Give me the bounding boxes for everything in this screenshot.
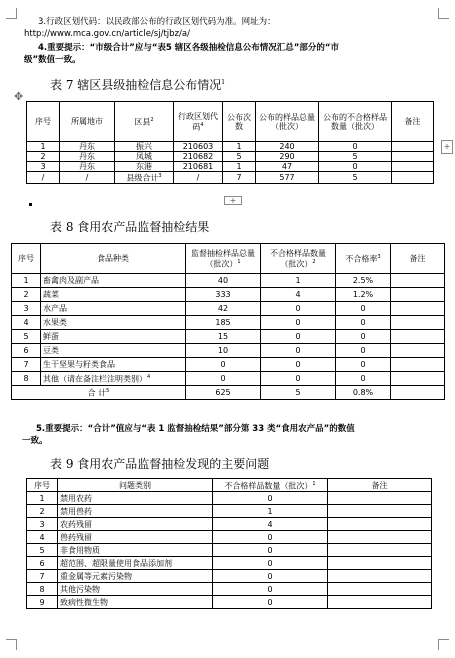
table-cell (391, 288, 445, 302)
table-cell: 240 (256, 142, 319, 152)
table7-title-sup: 1 (221, 79, 226, 86)
table-cell: 4 (12, 316, 41, 330)
table-cell (392, 152, 434, 162)
table-cell: 40 (186, 274, 261, 288)
table-cell: 非食用物质 (58, 544, 213, 557)
table7 (26, 101, 434, 184)
table-cell: 6 (12, 344, 41, 358)
table-cell: 210603 (174, 142, 223, 152)
table-row (27, 570, 432, 583)
table-cell: 8 (27, 583, 58, 596)
table7-header-cell (174, 102, 223, 142)
table-cell (328, 557, 432, 570)
table-cell: 5 (261, 386, 336, 400)
table9-header-cell: 序号 (27, 479, 58, 492)
table-cell: 农药残留 (58, 518, 213, 531)
table-cell: 1 (213, 505, 328, 518)
table7-header-text: 行政区划代码 (178, 111, 218, 132)
table-cell (328, 492, 432, 505)
note-5-line2: 一致。 (22, 436, 48, 446)
table-row (12, 274, 445, 288)
footnote-3 (24, 16, 444, 40)
table-cell: 2 (27, 152, 60, 162)
table7-header-cell: 公布的不合格样品数量（批次） (319, 102, 392, 142)
resize-handle-icon[interactable] (29, 203, 32, 206)
table8-header-cell: 备注 (391, 244, 445, 274)
table8-header-text: 监督抽检样品总量（批次） (191, 248, 255, 269)
table-cell: 210682 (174, 152, 223, 162)
table-cell: 9 (27, 596, 58, 609)
table-cell: 0 (261, 330, 336, 344)
table-cell: 0 (336, 330, 391, 344)
table-cell: 0 (213, 596, 328, 609)
table-cell (391, 386, 445, 400)
table-cell: 4 (213, 518, 328, 531)
table-cell: 5 (27, 544, 58, 557)
table7-header-sup: 2 (150, 117, 154, 124)
table8-header-cell: 食品种类 (41, 244, 186, 274)
table-cell (328, 531, 432, 544)
table-cell (391, 274, 445, 288)
table-cell: 8 (12, 372, 41, 386)
table-row (27, 152, 434, 162)
table-cell (328, 518, 432, 531)
table-cell (392, 142, 434, 152)
footnote-3-url[interactable]: http://www.mca.gov.cn/article/sj/tjbz/a/ (24, 29, 190, 39)
table8-header-text: 不合格率 (345, 254, 378, 264)
table-row (27, 505, 432, 518)
note-5-line1: 5.重要提示：“合计”值应与“表 1 监督抽检结果”部分第 33 类“食用农产品”的数值 (36, 424, 355, 434)
table-cell: 3 (27, 162, 60, 172)
table-cell: 水产品 (41, 302, 186, 316)
table-cell (328, 596, 432, 609)
table8-header-cell (186, 244, 261, 274)
table8-title: 表 8 食用农产品监督抽检结果 (50, 220, 210, 234)
table-cell: 0 (213, 531, 328, 544)
table-cell: 东港 (115, 162, 174, 172)
table-row (27, 492, 432, 505)
table-cell: 7 (12, 358, 41, 372)
table8 (11, 243, 445, 400)
table8-total-label: 合 计 (87, 388, 107, 398)
table-row (12, 372, 445, 386)
table-cell: 鲜蛋 (41, 330, 186, 344)
footnote-3-line1: 3.行政区划代码：以民政部公布的行政区划代码为准。网址为： (38, 17, 276, 27)
table-cell: 47 (256, 162, 319, 172)
table-row (27, 142, 434, 152)
table-cell: 1 (12, 274, 41, 288)
table-cell: / (174, 172, 223, 184)
table-cell: 2.5% (336, 274, 391, 288)
table-cell: 5 (319, 152, 392, 162)
table-cell (392, 162, 434, 172)
table-cell: 5 (12, 330, 41, 344)
table8-header-row (12, 244, 445, 274)
table-cell: 0.8% (336, 386, 391, 400)
table-cell: 凤城 (115, 152, 174, 162)
table-cell: 1 (261, 274, 336, 288)
table-cell: 0 (213, 583, 328, 596)
table-cell: 其他污染物 (58, 583, 213, 596)
table7-total-sup: 3 (158, 173, 162, 179)
note-4 (24, 42, 444, 66)
add-column-handle-icon[interactable]: + (441, 140, 453, 154)
table-cell: / (60, 172, 115, 184)
table8-header-sup: 1 (237, 258, 241, 265)
table8-header-cell (336, 244, 391, 274)
table-cell: 2 (27, 505, 58, 518)
table-cell: 0 (336, 344, 391, 358)
table8-other-label: 其他（请在备注栏注明类别） (43, 374, 147, 384)
note-4-line1: 4.重要提示：“市级合计”应与“表5 辖区各级抽检信息公布情况汇总”部分的“市 (38, 43, 339, 53)
table-cell: 7 (27, 570, 58, 583)
table-cell: 1 (223, 162, 256, 172)
table-cell: 0 (336, 372, 391, 386)
table-row (12, 344, 445, 358)
table-cell: 4 (27, 531, 58, 544)
table9-header-text: 不合格样品数量（批次） (224, 481, 313, 491)
table-cell (328, 505, 432, 518)
table7-total-label: 县级合计 (126, 173, 159, 183)
table-cell (391, 372, 445, 386)
table-cell (12, 386, 186, 400)
table7-header-cell: 序号 (27, 102, 60, 142)
table-cell: 禁用农药 (58, 492, 213, 505)
table-cell (391, 330, 445, 344)
table-cell: 1 (223, 142, 256, 152)
table-cell: 290 (256, 152, 319, 162)
table-row (12, 358, 445, 372)
note-5 (22, 423, 442, 447)
table9-header-cell: 备注 (328, 479, 432, 492)
table-cell: 丹东 (60, 162, 115, 172)
table-cell: 0 (261, 344, 336, 358)
table7-header-cell: 公布次数 (223, 102, 256, 142)
table9 (26, 478, 432, 609)
table-cell: 0 (319, 162, 392, 172)
table-cell: 577 (256, 172, 319, 184)
table-cell: 1 (27, 142, 60, 152)
table-cell: 生干坚果与籽类食品 (41, 358, 186, 372)
table-cell: 6 (27, 557, 58, 570)
table-cell: 4 (261, 288, 336, 302)
page-corner-mark (6, 8, 17, 19)
table-row (27, 583, 432, 596)
table-cell: 0 (336, 302, 391, 316)
table-cell: 15 (186, 330, 261, 344)
table-row (27, 518, 432, 531)
table-row (27, 596, 432, 609)
table-cell: 0 (213, 557, 328, 570)
table-cell (328, 570, 432, 583)
table-cell: 1.2% (336, 288, 391, 302)
table-move-handle-icon[interactable]: ✥ (14, 90, 24, 103)
table-row-total (12, 386, 445, 400)
table-cell: 42 (186, 302, 261, 316)
table-cell: 625 (186, 386, 261, 400)
table7-header-cell: 公布的样品总量（批次） (256, 102, 319, 142)
table7-header-sup: 4 (200, 121, 204, 128)
note-4-line2: 级”数值一致。 (24, 55, 81, 65)
table-cell: 0 (261, 358, 336, 372)
table-cell: 1 (27, 492, 58, 505)
table-cell: 5 (319, 172, 392, 184)
table8-other-sup: 4 (147, 374, 151, 381)
table-cell (391, 358, 445, 372)
table-cell: 丹东 (60, 152, 115, 162)
table9-header-cell: 问题类别 (58, 479, 213, 492)
add-row-handle-icon[interactable]: + (224, 196, 242, 205)
table-cell: 超范围、超限量使用食品添加剂 (58, 557, 213, 570)
table-cell: 畜禽肉及副产品 (41, 274, 186, 288)
table-row (27, 531, 432, 544)
table-row-total (27, 172, 434, 184)
table-cell: 致病性微生物 (58, 596, 213, 609)
table-cell (115, 172, 174, 184)
table-row (12, 288, 445, 302)
table-cell: 0 (336, 358, 391, 372)
table-cell: 0 (186, 372, 261, 386)
table-cell: 10 (186, 344, 261, 358)
table7-header-cell (115, 102, 174, 142)
table-cell: 333 (186, 288, 261, 302)
table-cell: 水果类 (41, 316, 186, 330)
table-row (27, 544, 432, 557)
table-cell: 0 (213, 544, 328, 557)
table9-header-row (27, 479, 432, 492)
table-cell: / (27, 172, 60, 184)
table-cell: 3 (27, 518, 58, 531)
table-cell (328, 544, 432, 557)
table-row (12, 316, 445, 330)
table-row (12, 302, 445, 316)
table-cell: 7 (223, 172, 256, 184)
table7-title-text: 表 7 辖区县级抽检信息公布情况 (50, 78, 222, 92)
table-cell (391, 316, 445, 330)
table-cell: 0 (213, 492, 328, 505)
table-cell: 豆类 (41, 344, 186, 358)
table-cell: 0 (186, 358, 261, 372)
table-cell: 0 (261, 316, 336, 330)
table9-title: 表 9 食用农产品监督抽检发现的主要问题 (50, 457, 270, 471)
table-cell (391, 302, 445, 316)
table8-header-cell (261, 244, 336, 274)
table-cell: 禁用兽药 (58, 505, 213, 518)
table-cell: 0 (261, 372, 336, 386)
table-cell (41, 372, 186, 386)
table-cell: 丹东 (60, 142, 115, 152)
table7-title (50, 76, 225, 93)
table9-header-sup: 1 (312, 480, 316, 487)
table8-header-sup: 2 (312, 258, 316, 265)
table-cell (392, 172, 434, 184)
table-cell: 3 (12, 302, 41, 316)
page-corner-mark (6, 639, 17, 650)
table7-header-row (27, 102, 434, 142)
table7-header-cell: 所属地市 (60, 102, 115, 142)
table8-header-cell: 序号 (12, 244, 41, 274)
table-row (12, 330, 445, 344)
table-cell: 蔬菜 (41, 288, 186, 302)
table-row (27, 162, 434, 172)
table-cell: 5 (223, 152, 256, 162)
table7-header-cell: 备注 (392, 102, 434, 142)
table-cell: 185 (186, 316, 261, 330)
table8-total-sup: 5 (106, 388, 110, 395)
table-cell: 210681 (174, 162, 223, 172)
table8-header-text: 不合格样品数量（批次） (270, 248, 326, 269)
table-cell: 0 (261, 302, 336, 316)
table7-header-text: 区县 (134, 117, 151, 127)
table-cell: 0 (319, 142, 392, 152)
table-row (27, 557, 432, 570)
table-cell: 兽药残留 (58, 531, 213, 544)
table-cell (328, 583, 432, 596)
table-cell: 0 (336, 316, 391, 330)
table-cell: 振兴 (115, 142, 174, 152)
table-cell: 重金属等元素污染物 (58, 570, 213, 583)
table-cell: 2 (12, 288, 41, 302)
table-cell: 0 (213, 570, 328, 583)
table9-header-cell (213, 479, 328, 492)
table-cell (391, 344, 445, 358)
page-corner-mark (438, 639, 449, 650)
table8-header-sup: 3 (377, 254, 381, 261)
